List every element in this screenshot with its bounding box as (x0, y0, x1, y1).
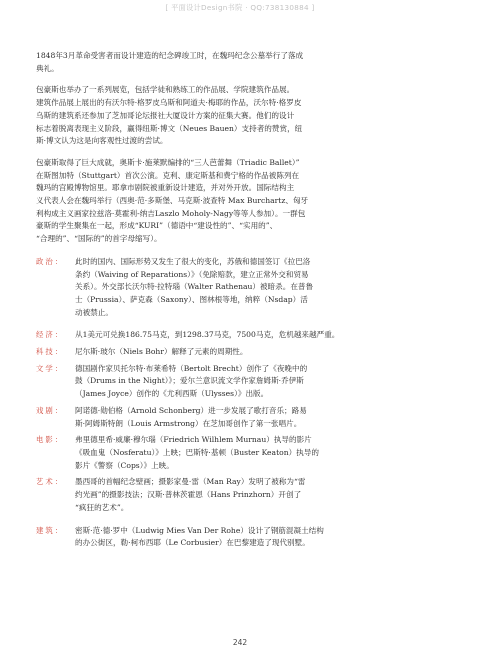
paragraph-line: 义代表人会在魏玛举行（西奥·范·多斯堡、马克斯·波查特 Max Burchartz、匈牙 (36, 196, 309, 206)
timeline-label: 建筑： (36, 525, 65, 535)
paragraph-line: 典礼。 (36, 63, 59, 73)
timeline-line: 动被禁止。 (75, 307, 113, 317)
timeline-line: 密斯·范·德·罗中（Ludwig Mies Van Der Rohe）设计了钢筋混凝土结构 (75, 525, 324, 535)
timeline-label: 经济： (36, 330, 65, 340)
timeline-label: 科技： (36, 347, 65, 357)
timeline-row (36, 346, 448, 359)
timeline-text (75, 346, 448, 359)
timeline-row (36, 476, 448, 514)
timeline-line: 《吸血鬼（Nosferatu）》上映；巴斯特·基顿（Buster Keaton）执导的 (75, 447, 319, 457)
timeline-row (36, 525, 448, 550)
timeline-row (36, 329, 448, 342)
timeline-label: 政治： (36, 256, 65, 266)
timeline-line: 士（Prussia）、萨克森（Saxony）、图林根等地，纳粹（Nsdap）活 (75, 294, 308, 304)
timeline-line: 此时的国内、国际形势又发生了很大的变化，苏俄和德国签订《拉巴洛 (75, 256, 311, 266)
timeline-line: “疯狂的艺术”。 (75, 502, 129, 512)
paragraph-line: 包豪斯取得了巨大成就，奥斯卡·施莱默编排的“三人芭蕾舞（Triadic Ballet）” (36, 157, 300, 167)
page-number: 242 (232, 638, 248, 647)
paragraphs (36, 50, 448, 246)
paragraph-line: 利构成主义画家拉兹洛·莫霍利-纳吉Laszlo Moholy-Nagy等等人参加）。一群包 (36, 208, 306, 218)
timeline-line: （James Joyce）创作的《尤利西斯（Ulysses）》出版。 (75, 389, 269, 399)
timeline-line: 鼓（Drums in the Night）》；爱尔兰意识流文学作家詹姆斯·乔伊斯 (75, 376, 304, 386)
timeline-text (75, 525, 448, 550)
timeline-text (75, 434, 448, 472)
timeline-line: 阿诺德·勋伯格（Arnold Schonberg）进一步发展了歌打音乐；路易 (75, 405, 307, 415)
paragraph-line: 在斯图加特（Stuttgart）首次公演。克利、康定斯基和费宁格的作品被陈列在 (36, 170, 300, 180)
timeline-text (75, 256, 448, 320)
timeline-text (75, 329, 448, 342)
timeline-row (36, 405, 448, 430)
paragraph-line: 豪斯的学生聚集在一起，形成“KURI”（德语中“建设性的”、“实用的”、 (36, 221, 278, 231)
timeline-line: 条约（Waiving of Reparations）》（免除赔款，建立正常外交和贸易 (75, 269, 309, 279)
timeline-line: 墨西哥的首幅纪念壁画；摄影家曼·雷（Man Ray）发明了被称为“雷 (75, 477, 306, 487)
paragraph-line: 1848年3月革命受害者而设计建造的纪念碑竣工时，在魏玛纪念公墓举行了落成 (36, 51, 304, 60)
timeline-line: 德国剧作家贝托尔特·布莱希特（Bertolt Brecht）创作了《夜晚中的 (75, 363, 308, 373)
paragraph-line: 魏玛的宫殿博物馆里。耶拿市剧院被重新设计建造，并对外开放。国际结构主 (36, 183, 295, 193)
paragraph (36, 84, 448, 148)
paragraph (36, 50, 448, 75)
timeline-text (75, 363, 448, 401)
page-body (36, 50, 448, 554)
timeline-row (36, 256, 448, 320)
timeline-line: 斯·阿姆斯特朗（Louis Armstrong）在芝加哥创作了第一张唱片。 (75, 418, 302, 428)
timeline-text (75, 476, 448, 514)
timeline-label: 电影： (36, 435, 65, 445)
timeline-label: 戏剧： (36, 405, 65, 415)
paragraph-line: 包豪斯也举办了一系列展览，包括学徒和熟练工的作品展、学院建筑作品展。 (36, 85, 295, 95)
timeline-line: 关系）。外交部长沃尔特·拉特瑙（Walter Rathenau）被暗杀。在普鲁 (75, 282, 314, 292)
timeline-line: 从1美元可兑换186.75马克，到1298.37马克，7500马克，危机越来越严重。 (75, 330, 340, 340)
timeline-row (36, 363, 448, 401)
paragraph-line: 斯·博文认为这是向客观性过渡的尝试。 (36, 136, 168, 146)
watermark-text: [ 平面设计Design书院 · QQ:738130884 ] (165, 3, 315, 12)
paragraph-line: 建筑作品展上展出的有沃尔特·格罗皮乌斯和阿道夫·梅耶的作品，沃尔特·格罗皮 (36, 98, 302, 108)
timeline-line: 弗里德里希·威廉·穆尔瑙（Friedrich Wilhlem Murnau）执导的影片 (75, 435, 312, 445)
timeline-line: 尼尔斯·玻尔（Niels Bohr）解释了元素的周期性。 (75, 347, 248, 357)
timeline-line: 约光画”的摄影技法；汉斯·普林茨霍恩（Hans Prinzhorn）开创了 (75, 490, 302, 500)
timeline-list (36, 256, 448, 550)
timeline-line: 的办公街区，勒·柯布西耶（Le Corbusier）在巴黎建造了现代别墅。 (75, 538, 310, 548)
paragraph-line: 乌斯的建筑系还参加了芝加哥论坛报社大厦设计方案的征集大赛。他们的设计 (36, 110, 295, 120)
timeline-label: 艺术： (36, 477, 65, 487)
paragraph (36, 157, 448, 246)
timeline-label: 文学： (36, 363, 65, 373)
timeline-text (75, 405, 448, 430)
paragraph-line: “合理的”、“国际的”的首字母缩写）。 (36, 234, 162, 244)
timeline-row (36, 434, 448, 472)
timeline-line: 影片《警察（Cops）》上映。 (75, 460, 174, 470)
paragraph-line: 标志着脱离表现主义阶段，赢得纽斯·博文（Neues Bauen）支持者的赞赏，纽 (36, 123, 303, 133)
